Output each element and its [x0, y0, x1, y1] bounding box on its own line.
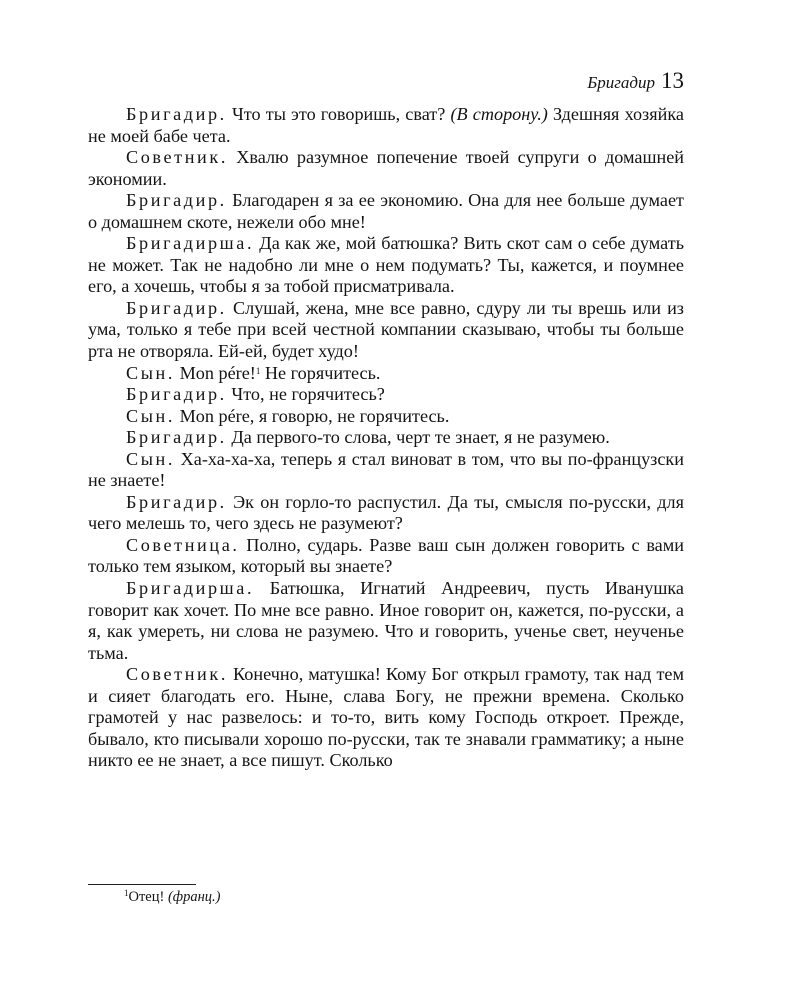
dialogue-line	[88, 406, 684, 428]
line-text: Полно, сударь. Разве ваш сын должен говорить с вами только тем языком, который вы знаете?	[88, 534, 684, 577]
dialogue-line	[88, 384, 684, 406]
line-text: Mon pére, я говорю, не горячитесь.	[175, 405, 450, 426]
footnote-reference: 1	[255, 365, 261, 376]
dialogue-line	[88, 578, 684, 664]
line-text: Благодарен я за ее экономию. Она для нее больше думает о домашнем скоте, нежели обо мне!	[88, 190, 684, 232]
speaker-name: Сын.	[126, 362, 176, 383]
footnote-mark: 1	[124, 888, 129, 898]
page-header	[88, 68, 684, 98]
line-text: Слушай, жена, мне все равно, сдуру ли ты врешь или из ума, только я тебе при всей честной компании сказываю, чтобы ты больше рта не отворяла. Ей-ей, будет худо!	[88, 297, 684, 362]
dialogue-line	[88, 427, 684, 449]
play-text	[88, 104, 684, 772]
dialogue-line	[88, 233, 684, 298]
speaker-name: Советница.	[126, 534, 240, 555]
footnote-text: Отец!	[128, 889, 168, 905]
dialogue-line	[88, 298, 684, 363]
dialogue-line	[88, 190, 684, 233]
footnote-divider	[88, 884, 196, 885]
dialogue-line	[88, 449, 684, 492]
speaker-name: Советник.	[126, 664, 228, 685]
footnote	[124, 887, 221, 907]
line-text: Да первого-то слова, черт те знает, я не разумею.	[226, 427, 610, 448]
dialogue-line	[88, 535, 684, 578]
stage-direction: (В сторону.)	[450, 104, 548, 124]
running-title: Бригадир	[587, 73, 655, 92]
dialogue-line	[88, 104, 684, 147]
speaker-name: Бригадирша.	[126, 578, 255, 599]
line-text: Что, не горячитесь?	[226, 384, 385, 405]
line-text: Эк он горло-то распустил. Да ты, смысля по-русски, для чего мелешь то, чего здесь не разумеют?	[88, 491, 684, 534]
line-text: Ха-ха-ха-ха, теперь я стал виноват в том, что вы по-французски не знаете!	[88, 448, 684, 491]
line-text: Да как же, мой батюшка? Вить скот сам о себе думать не может. Так не надобно ли мне о нем подумать? Ты, кажется, и поумнее его, а хочешь, чтобы я за тобой присматривала.	[88, 233, 684, 297]
speaker-name: Бригадир.	[126, 104, 227, 124]
dialogue-line	[88, 492, 684, 535]
speaker-name: Бригадир.	[126, 384, 227, 405]
line-text: Mon pére!	[175, 362, 256, 383]
line-text: Не горячитесь.	[260, 362, 381, 383]
speaker-name: Советник.	[126, 147, 228, 168]
line-text: Здешняя хозяйка не моей бабе чета.	[88, 104, 684, 146]
line-text: Что ты это говоришь, сват?	[226, 104, 451, 124]
dialogue-line	[88, 363, 684, 385]
dialogue-line	[88, 664, 684, 772]
speaker-name: Бригадирша.	[126, 233, 255, 254]
speaker-name: Бригадир.	[126, 491, 227, 512]
line-text: Хвалю разумное попечение твоей супруги о домашней экономии.	[88, 147, 684, 189]
speaker-name: Сын.	[126, 405, 176, 426]
line-text: Батюшка, Игнатий Андреевич, пусть Иванушка говорит как хочет. По мне все равно. Иное говорит он, кажется, по-русски, а я, как умереть, ни слова не разумею. Что и говорить, ученье свет, неученье тьма.	[88, 578, 684, 663]
footnote-language-note: (франц.)	[167, 889, 221, 905]
speaker-name: Бригадир.	[126, 297, 227, 318]
line-text: Конечно, матушка! Кому Бог открыл грамоту, так над тем и сияет благодать его. Ныне, слава Богу, не прежни времена. Сколько грамотей у нас развелось: и то-то, вить кому Господь откроет. Прежде, бывало, кто писывали хорошо по-русски, так те знавали грамматику; а ныне никто ее не знает, а все пишут. Сколько	[88, 664, 684, 771]
speaker-name: Сын.	[126, 448, 176, 469]
speaker-name: Бригадир.	[126, 427, 227, 448]
dialogue-line	[88, 147, 684, 190]
speaker-name: Бригадир.	[126, 190, 227, 211]
page-number: 13	[661, 68, 684, 93]
